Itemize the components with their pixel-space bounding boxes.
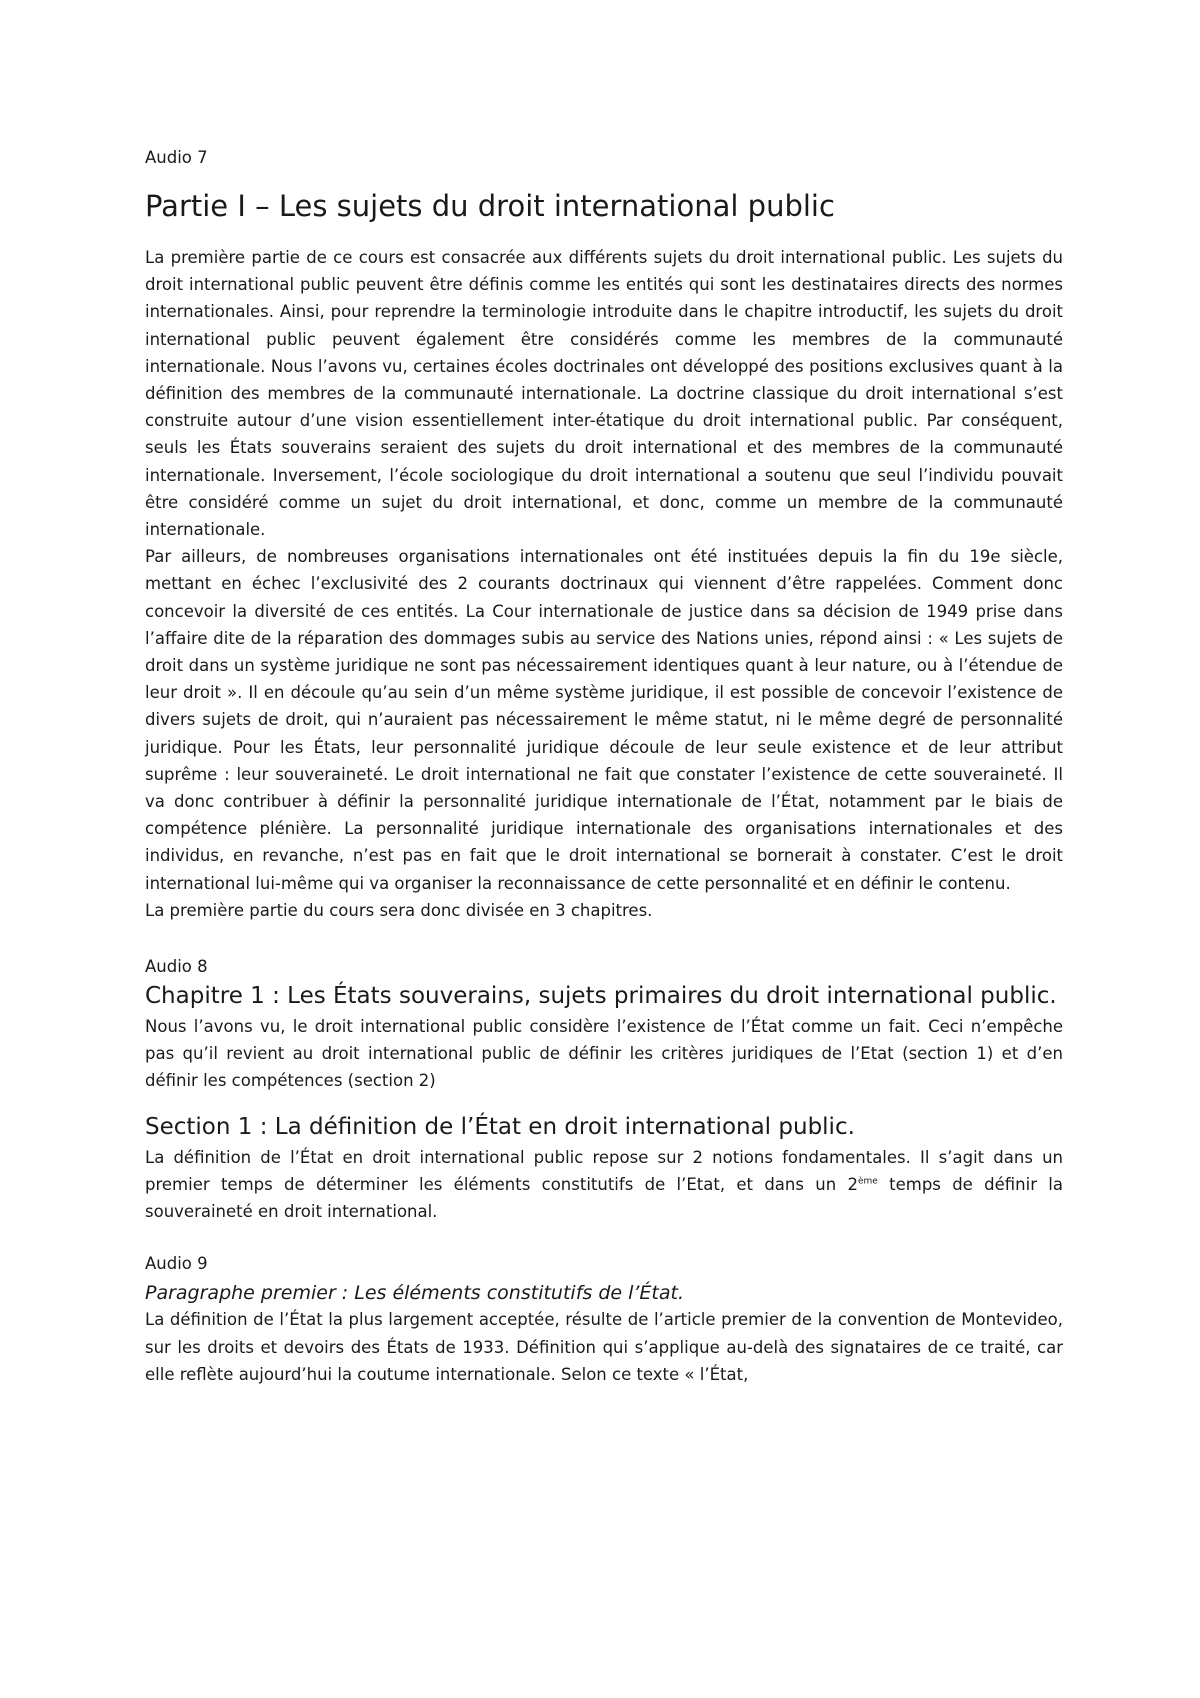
chapter-intro-paragraph: Nous l’avons vu, le droit international public considère l’existence de l’État comme un fait. Ceci n’empêche pas qu’il revient au droit international public de définir les critères juridiques de l’Etat (section 1) et d’en définir les compétences (section 2) <box>145 1017 1063 1091</box>
section-intro-superscript: ème <box>857 1176 878 1187</box>
audio-8-label: Audio 8 <box>145 957 208 977</box>
section-intro-text-end: temps de définir la souveraineté en droit international. <box>145 1174 1063 1222</box>
section-intro-text-start: La définition de l’État en droit international public repose sur 2 notions fondamentales. Il s’agit dans un premier temps de déterminer les éléments constitutifs de l’Etat, et dans un 2 <box>145 1147 1063 1194</box>
paragraph-intro: La définition de l’État la plus largement acceptée, résulte de l’article premier de la convention de Montevideo, sur les droits et devoirs des États de 1933. Définition qui s’applique au-delà des signataires de ce traité, car elle reflète aujourd’hui la coutume internationale. Selon ce texte « l’État, <box>145 1310 1063 1384</box>
document-page <box>145 148 1063 1388</box>
part-intro-paragraph-1: La première partie de ce cours est consacrée aux différents sujets du droit international public. Les sujets du droit international public peuvent être définis comme les entités qui sont les destinataires directs des normes internationales. Ainsi, pour reprendre la terminologie introduite dans le chapitre introductif, les sujets du droit international public peuvent également être considérés comme les membres de la communauté internationale. Nous l’avons vu, certaines écoles doctrinales ont développé des positions exclusives quant à la définition des membres de la communauté internationale. La doctrine classique du droit international s’est construite autour d’une vision essentiellement inter-étatique du droit international public. Par conséquent, seuls les États souverains seraient des sujets du droit international et des membres de la communauté internationale. Inversement, l’école sociologique du droit international a soutenu que seul l’individu pouvait être considéré comme un sujet du droit international, et donc, comme un membre de la communauté internationale. <box>145 248 1063 540</box>
chapter-title: Chapitre 1 : Les États souverains, sujets primaires du droit international public. <box>145 983 1057 1010</box>
paragraph-title: Paragraphe premier : Les éléments constitutifs de l’État. <box>145 1282 685 1305</box>
audio-7-label: Audio 7 <box>145 148 208 167</box>
section-title: Section 1 : La définition de l’État en droit international public. <box>145 1113 855 1140</box>
part-intro-paragraph-2: Par ailleurs, de nombreuses organisations internationales ont été instituées depuis la fin du 19e siècle, mettant en échec l’exclusivité des 2 courants doctrinaux qui viennent d’être rappelées. Comment donc concevoir la diversité de ces entités. La Cour internationale de justice dans sa décision de 1949 prise dans l’affaire dite de la réparation des dommages subis au service des Nations unies, répond ainsi : « Les sujets de droit dans un système juridique ne sont pas nécessairement identiques quant à leur nature, ou à l’étendue de leur droit ». Il en découle qu’au sein d’un même système juridique, il est possible de concevoir l’existence de divers sujets de droit, qui n’auraient pas nécessairement le même statut, ni le même degré de personnalité juridique. Pour les États, leur personnalité juridique découle de leur seule existence et de leur attribut suprême : leur souveraineté. Le droit international ne fait que constater l’existence de cette souveraineté. Il va donc contribuer à définir la personnalité juridique internationale de l’État, notamment par le biais de compétence plénière. La personnalité juridique internationale des organisations internationales et des individus, en revanche, n’est pas en fait que le droit international se bornerait à constater. C’est le droit international lui-même qui va organiser la reconnaissance de cette personnalité et en définir le contenu. <box>145 547 1063 893</box>
audio-9-label: Audio 9 <box>145 1254 208 1274</box>
part-intro-paragraph-3: La première partie du cours sera donc divisée en 3 chapitres. <box>145 900 653 920</box>
section-intro-paragraph <box>145 1144 1063 1226</box>
part-title: Partie I – Les sujets du droit international public <box>145 189 835 223</box>
